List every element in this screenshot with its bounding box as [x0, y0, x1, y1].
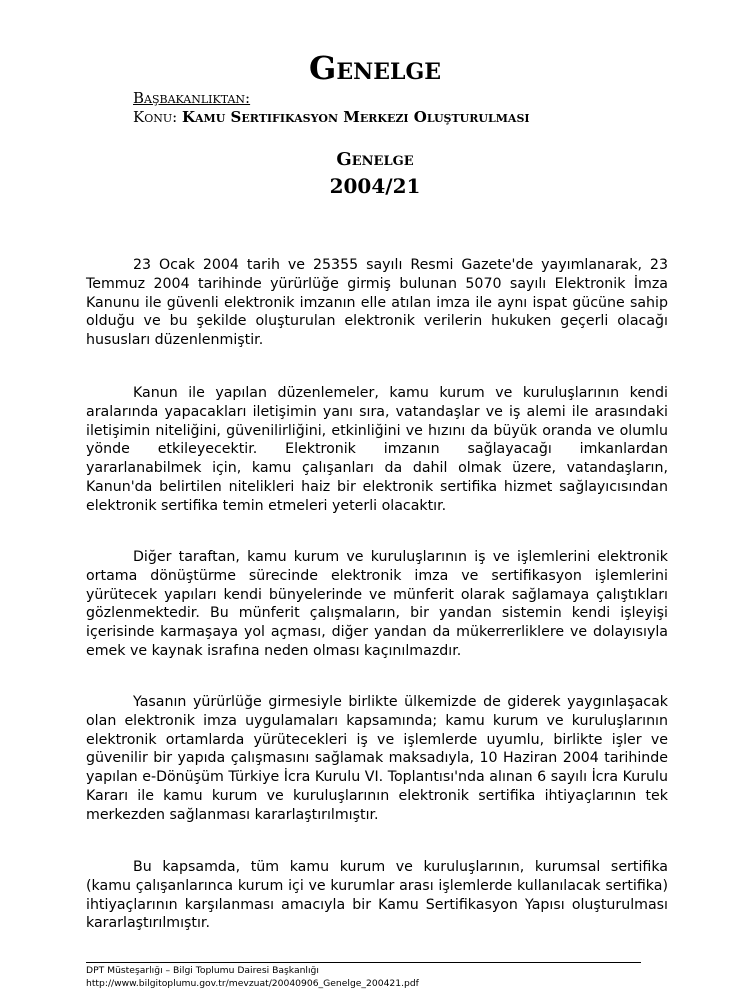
footer-url-link[interactable]: http://www.bilgitoplumu.gov.tr/mevzuat/20040906_Genelge_200421.pdf — [86, 978, 419, 989]
circular-label: Genelge — [336, 149, 414, 170]
footer-organization: DPT Müsteşarlığı – Bilgi Toplumu Dairesi Başkanlığı — [86, 965, 319, 976]
paragraph-4: Yasanın yürürlüğe girmesiyle birlikte ülkemizde de giderek yaygınlaşacak olan elektronik imza uygulamaları kapsamında; kamu kurum ve kuruluşlarının elektronik ortamlarda yürütecekleri iş ve işlemlerde uyumlu, birlikte işler ve güvenilir bir yapıda çalışmasını sağlamak maksadıyla, 10 Haziran 2004 tarihinde yapılan e-Dönüşüm Türkiye İcra Kurulu VI. Toplantısı'nda alınan 6 sayılı İcra Kurulu Kararı ile kamu kurum ve kuruluşlarının elektronik sertifika ihtiyaçlarının tek merkezden sağlanması kararlaştırılmıştır. — [86, 694, 668, 823]
paragraph-3: Diğer taraftan, kamu kurum ve kuruluşlarının iş ve işlemlerini elektronik ortama dönüştürme sürecinde elektronik imza ve sertifikasyon işlemlerini yürütecek yapıları kendi bünyelerinde ve münferit olarak sağlamaya çalıştıkları gözlenmektedir. Bu münferit çalışmaların, bir yandan sistemin kendi işleyişi içerisinde karmaşaya yol açması, diğer yandan da mükerrerliklere ve dolayısıyla emek ve kaynak israfına neden olması kaçınılmazdır. — [86, 549, 668, 659]
circular-number: 2004/21 — [329, 174, 421, 198]
footer-divider — [86, 962, 641, 963]
subject-label: Konu: — [133, 108, 178, 126]
paragraph-5: Bu kapsamda, tüm kamu kurum ve kuruluşlarının, kurumsal sertifika (kamu çalışanlarınca kurum içi ve kurumlar arası işlemlerde kullanılacak sertifika) ihtiyaçlarının karşılanması amacıyla bir Kamu Sertifikasyon Yapısı oluşturulması kararlaştırılmıştır. — [86, 859, 668, 932]
paragraph-1: 23 Ocak 2004 tarih ve 25355 sayılı Resmi Gazete'de yayımlanarak, 23 Temmuz 2004 tarihinde yürürlüğe girmiş bulunan 5070 sayılı Elektronik İmza Kanunu ile güvenli elektronik imzanın elle atılan imza ile aynı ispat gücüne sahip olduğu ve bu şekilde oluşturulan elektronik verilerin hukuken geçerli olacağı hususları düzenlenmiştir. — [86, 257, 668, 349]
subject-text: Kamu Sertifikasyon Merkezi Oluşturulması — [181, 108, 530, 126]
paragraph-2: Kanun ile yapılan düzenlemeler, kamu kurum ve kuruluşlarının kendi aralarında yapacakları iletişimin yanı sıra, vatandaşlar ve iş alemi ile arasındaki iletişimin niteliğini, güvenilirliğini, etkinliğini ve hızını da büyük oranda ve olumlu yönde etkileyecektir. Elektronik imzanın sağlayacağı imkanlardan yararlanabilmek için, kamu çalışanları da dahil olmak üzere, vatandaşların, Kanun'da belirtilen nitelikleri haiz bir elektronik sertifika hizmet sağlayıcısından elektronik sertifika temin etmeleri yeterli olacaktır. — [86, 385, 668, 514]
issuer-line: Başbakanlıktan: — [133, 89, 251, 107]
document-heading: Genelge — [309, 49, 441, 87]
subject-line — [133, 107, 530, 127]
